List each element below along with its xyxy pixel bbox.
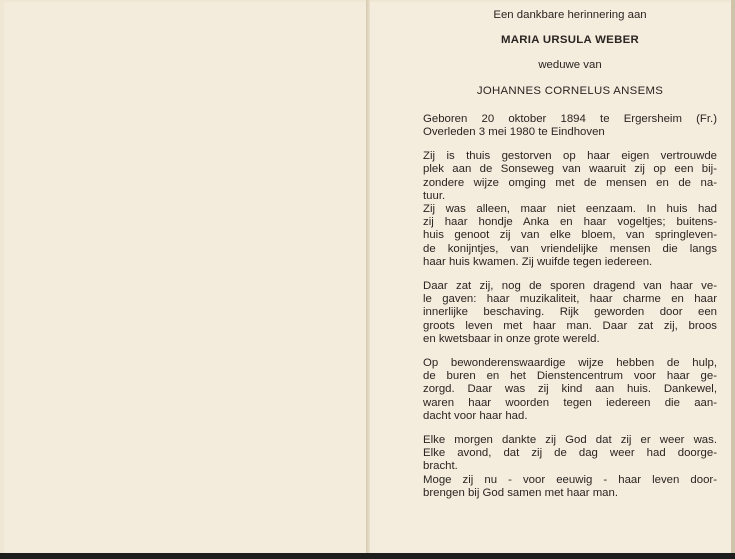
text-line: le gaven: haar muzikaliteit, haar charme en haar xyxy=(423,293,717,306)
birth-line: Geboren 20 oktober 1894 te Ergersheim (Fr.) xyxy=(423,112,717,125)
text-line: waren haar woorden tegen iedereen die aan- xyxy=(423,396,717,409)
text-line: de buren en het Dienstencentrum voor haar ge- xyxy=(423,370,717,383)
text-line: tuur. xyxy=(423,189,446,202)
text-line: haar huis kwamen. Zij wuifde tegen iedereen. xyxy=(423,255,653,268)
paragraph-3 xyxy=(423,280,717,346)
death-line: Overleden 3 mei 1980 te Eindhoven xyxy=(423,126,605,139)
text-line: zij haar hondje Anka en haar vogeltjes; buitens- xyxy=(423,216,717,229)
text-line: Op bewonderenswaardige wijze hebben de hulp, xyxy=(423,357,717,370)
widow-of-line: weduwe van xyxy=(538,59,602,72)
husband-name: JOHANNES CORNELUS ANSEMS xyxy=(476,84,664,97)
text-line: Zij is thuis gestorven op haar eigen vertrouwde xyxy=(423,150,717,163)
paragraph-4 xyxy=(423,357,717,423)
text-line: bracht. xyxy=(423,460,458,473)
text-line: de konijntjes, van vriendelijke mensen die langs xyxy=(423,242,717,255)
text-line: Zij was alleen, maar niet eenzaam. In huis had xyxy=(423,203,717,216)
text-line: innerlijke beschaving. Rijk geworden door een xyxy=(423,306,717,319)
paragraph-1 xyxy=(423,150,717,203)
text-line: Elke morgen dankte zij God dat zij er weer was. xyxy=(423,434,717,447)
text-line: groots leven met haar man. Daar zat zij, broos xyxy=(423,319,717,332)
text-line: Elke avond, dat zij de dag weer had doorge- xyxy=(423,447,717,460)
text-line: dacht voor haar had. xyxy=(423,409,528,422)
text-line: huis genoot zij van elke bloem, van springleven- xyxy=(423,229,717,242)
text-line: Moge zij nu - voor eeuwig - haar leven door- xyxy=(423,473,717,486)
deceased-name: MARIA URSULA WEBER xyxy=(500,34,640,47)
text-line: en kwetsbaar in onze grote wereld. xyxy=(423,332,600,345)
life-dates xyxy=(423,113,717,139)
text-line: zondere wijze omging met de mensen en de na- xyxy=(423,176,717,189)
card-right-edge xyxy=(731,0,735,559)
card-left-panel xyxy=(4,2,367,554)
text-line: zorgd. Daar was zij kind aan huis. Dankewel, xyxy=(423,383,717,396)
text-line: plek aan de Sonseweg van waaruit zij op een bij- xyxy=(423,163,717,176)
text-line: Daar zat zij, nog de sporen dragend van haar ve- xyxy=(423,280,717,293)
text-line: brengen bij God samen met haar man. xyxy=(423,486,619,499)
paragraph-5 xyxy=(423,434,717,500)
scan-bottom-edge xyxy=(0,553,735,559)
paragraph-2 xyxy=(423,203,717,269)
intro-line: Een dankbare herinnering aan xyxy=(493,9,647,21)
card-text xyxy=(423,8,717,500)
